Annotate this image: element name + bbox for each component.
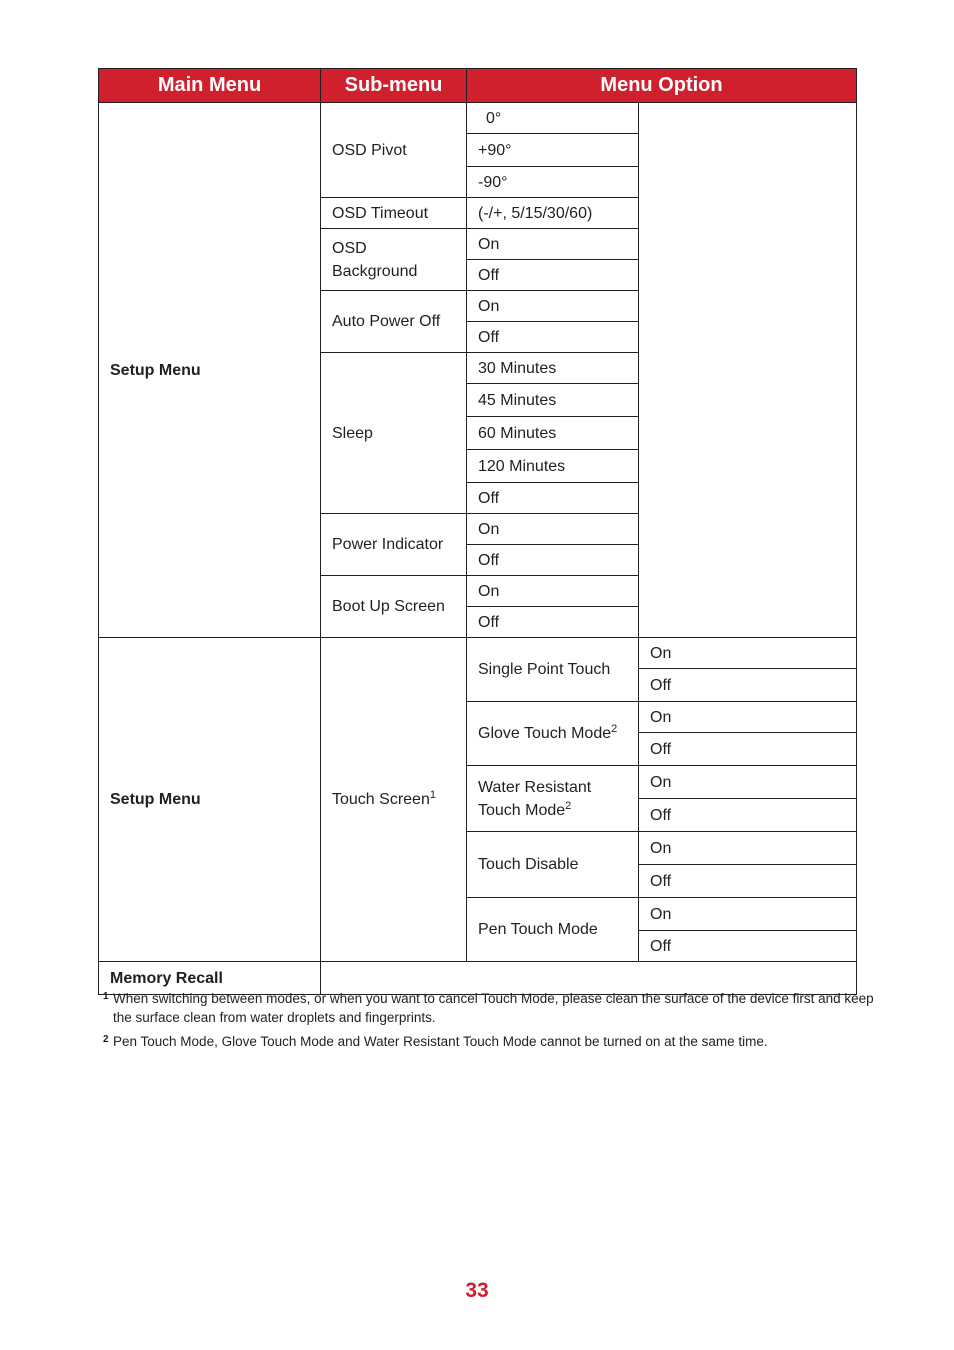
option-touch-disable: Touch Disable	[467, 832, 639, 898]
submenu-osd-background	[321, 229, 467, 291]
osd-background-line2: Background	[332, 262, 418, 280]
menu-table-wrapper	[98, 68, 856, 995]
footnote-2-mark: 2	[103, 1034, 109, 1045]
option-sleep-off: Off	[467, 483, 639, 514]
option-auto-power-off: Off	[467, 322, 639, 353]
footnotes	[103, 989, 893, 1056]
submenu-boot-up-screen: Boot Up Screen	[321, 576, 467, 638]
main-menu-setup: Setup Menu	[99, 103, 321, 638]
option-single-point-off: Off	[639, 669, 857, 702]
submenu-osd-timeout: OSD Timeout	[321, 198, 467, 229]
option-water-on: On	[639, 766, 857, 799]
table-row	[99, 638, 857, 669]
option-sleep-30: 30 Minutes	[467, 353, 639, 384]
option-sleep-60: 60 Minutes	[467, 417, 639, 450]
table-header-row	[99, 69, 857, 103]
option-pen-off: Off	[639, 931, 857, 962]
main-menu-setup-touch: Setup Menu	[99, 638, 321, 962]
option-touch-disable-off: Off	[639, 865, 857, 898]
option-pivot-minus90: -90°	[467, 167, 639, 198]
header-sub-menu: Sub-menu	[321, 69, 467, 103]
footnote-mark-1: 1	[429, 789, 436, 801]
table-row	[99, 103, 857, 134]
option-glove-touch-mode	[467, 702, 639, 766]
option-sleep-120: 120 Minutes	[467, 450, 639, 483]
osd-background-line1: OSD	[332, 239, 367, 257]
touch-screen-label: Touch Screen	[332, 791, 430, 808]
footnote-2	[103, 1032, 893, 1051]
submenu-power-indicator: Power Indicator	[321, 514, 467, 576]
submenu-osd-pivot: OSD Pivot	[321, 103, 467, 198]
option-power-indicator-off: Off	[467, 545, 639, 576]
option-osd-bg-on: On	[467, 229, 639, 260]
option-single-point-touch: Single Point Touch	[467, 638, 639, 702]
footnote-mark-2: 2	[611, 723, 618, 735]
option-water-off: Off	[639, 799, 857, 832]
option-pivot-plus90: +90°	[467, 134, 639, 167]
footnote-1-text: When switching between modes, or when you want to cancel Touch Mode, please clean the surface of the device first and keep the surface clean from water droplets and fingerprints.	[113, 991, 874, 1025]
option-sleep-45: 45 Minutes	[467, 384, 639, 417]
option-single-point-on: On	[639, 638, 857, 669]
water-resistant-line2: Touch Mode	[478, 801, 566, 819]
footnote-2-text: Pen Touch Mode, Glove Touch Mode and Water Resistant Touch Mode cannot be turned on at the same time.	[113, 1034, 768, 1049]
footnote-1-mark: 1	[103, 991, 109, 1002]
option-glove-off: Off	[639, 733, 857, 766]
option-power-indicator-on: On	[467, 514, 639, 545]
submenu-sleep: Sleep	[321, 353, 467, 514]
header-menu-option: Menu Option	[467, 69, 857, 103]
glove-touch-label: Glove Touch Mode	[478, 725, 612, 742]
water-resistant-line1: Water Resistant	[478, 778, 592, 796]
option-boot-up-off: Off	[467, 607, 639, 638]
option-touch-disable-on: On	[639, 832, 857, 865]
footnote-1	[103, 989, 893, 1027]
option-boot-up-on: On	[467, 576, 639, 607]
submenu-touch-screen	[321, 638, 467, 962]
page-number: 33	[465, 1279, 489, 1302]
footnote-mark-2b: 2	[565, 799, 572, 812]
option-pen-touch-mode: Pen Touch Mode	[467, 898, 639, 962]
submenu-auto-power-off: Auto Power Off	[321, 291, 467, 353]
menu-table	[98, 68, 857, 995]
option-osd-timeout: (-/+, 5/15/30/60)	[467, 198, 639, 229]
option-water-resistant	[467, 766, 639, 832]
header-main-menu: Main Menu	[99, 69, 321, 103]
option-auto-power-on: On	[467, 291, 639, 322]
main-menu-memory-recall: Memory Recall	[99, 962, 321, 995]
option-glove-on: On	[639, 702, 857, 733]
option-pivot-0: 0°	[467, 103, 639, 134]
option-pen-on: On	[639, 898, 857, 931]
option-osd-bg-off: Off	[467, 260, 639, 291]
empty-option-column	[639, 103, 857, 638]
